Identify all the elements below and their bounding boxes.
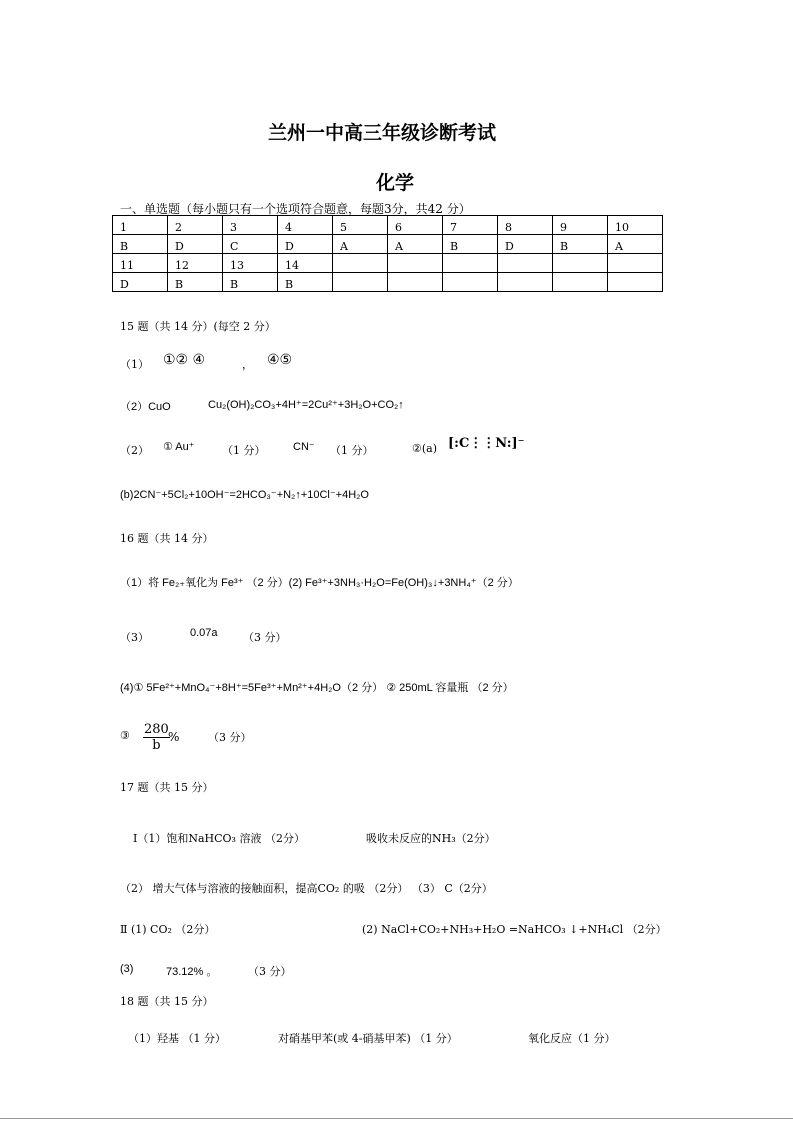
table-cell xyxy=(498,273,553,292)
q16-line2-score: （3 分） xyxy=(243,631,287,644)
table-cell xyxy=(498,254,553,273)
table-cell: 11 xyxy=(113,254,168,273)
q15-line2-equation: Cu₂(OH)₂CO₃+4H⁺=2Cu²⁺+3H₂O+CO₂↑ xyxy=(208,399,404,411)
table-cell: D xyxy=(278,235,333,254)
q18-header: 18 题（共 15 分） xyxy=(120,995,214,1008)
table-cell: D xyxy=(168,235,223,254)
table-cell xyxy=(388,254,443,273)
q15-line3-score2: （1 分） xyxy=(330,444,374,457)
q15-line3-au: ① Au⁺ xyxy=(163,441,195,453)
table-cell: D xyxy=(113,273,168,292)
cyanide-electron-formula: [:C⋮⋮N:]⁻ xyxy=(448,436,525,451)
q16-line1: （1）将 Fe₂₊氧化为 Fe³⁺ （2 分）(2) Fe³⁺+3NH₃·H₂O=Fe(OH)₃↓+3NH₄⁺（2 分） xyxy=(120,577,519,589)
table-cell: B xyxy=(443,235,498,254)
table-cell: B xyxy=(278,273,333,292)
table-cell: 1 xyxy=(113,216,168,235)
table-cell: 2 xyxy=(168,216,223,235)
q17-line3-right: (2) NaCl+CO₂+NH₃+H₂O =NaHCO₃ ↓+NH₄Cl （2分） xyxy=(362,923,667,936)
q17-line1-left: Ⅰ（1）饱和NaHCO₃ 溶液 （2分） xyxy=(133,832,305,845)
table-cell: 10 xyxy=(608,216,663,235)
q16-line4-score: （3 分） xyxy=(208,731,252,744)
table-cell: 14 xyxy=(278,254,333,273)
table-cell xyxy=(333,254,388,273)
table-cell: C xyxy=(223,235,278,254)
table-cell: 6 xyxy=(388,216,443,235)
q15-line4-equation: (b)2CN⁻+5Cl₂+10OH⁻=2HCO₃⁻+N₂↑+10Cl⁻+4H₂O xyxy=(120,489,369,501)
table-cell: A xyxy=(333,235,388,254)
table-cell: B xyxy=(553,235,608,254)
q15-line2-label: （2）CuO xyxy=(120,401,171,413)
table-cell: 13 xyxy=(223,254,278,273)
table-cell xyxy=(608,273,663,292)
q16-line2-value: 0.07a xyxy=(190,627,218,639)
table-cell: 3 xyxy=(223,216,278,235)
q17-line2: （2） 增大气体与溶液的接触面积，提高CO₂ 的吸 （2分） （3） C（2分） xyxy=(120,882,493,895)
table-cell xyxy=(553,273,608,292)
fraction-numerator: 280 xyxy=(144,722,169,737)
fraction-280-over-b xyxy=(143,722,170,753)
q17-line4-label: (3) xyxy=(120,963,134,975)
q16-line4-label: ③ xyxy=(120,729,130,742)
q16-line4-percent: % xyxy=(168,730,180,744)
table-row xyxy=(113,254,663,273)
table-cell xyxy=(443,254,498,273)
q18-line1-b: 对硝基甲苯(或 4-硝基甲苯) （1 分） xyxy=(278,1032,458,1045)
q18-line1-c: 氧化反应（1 分） xyxy=(528,1032,616,1045)
q15-line1-comma: ， xyxy=(242,358,253,371)
table-row xyxy=(113,273,663,292)
table-cell: B xyxy=(113,235,168,254)
q17-line4-score: （3 分） xyxy=(248,965,292,978)
table-cell xyxy=(333,273,388,292)
q15-line1-answer-a: ①② ④ xyxy=(163,352,206,368)
q16-line2-label: （3） xyxy=(120,631,149,644)
q17-line4-value: 73.12% 。 xyxy=(166,966,218,978)
q15-line3-part-a: ②(a) xyxy=(412,442,438,455)
q15-line3-cn: CN⁻ xyxy=(293,441,315,453)
q16-header: 16 题（共 14 分） xyxy=(120,532,214,545)
table-row xyxy=(113,235,663,254)
table-cell xyxy=(608,254,663,273)
table-row xyxy=(113,216,663,235)
table-cell: A xyxy=(388,235,443,254)
q15-line1-answer-b: ④⑤ xyxy=(267,352,293,368)
table-cell: B xyxy=(223,273,278,292)
subject-title: 化学 xyxy=(376,172,415,194)
q17-line3-left: Ⅱ (1) CO₂ （2分） xyxy=(120,923,216,936)
table-cell xyxy=(443,273,498,292)
q15-header: 15 题（共 14 分）(每空 2 分） xyxy=(120,320,276,333)
q15-line3-score1: （1 分） xyxy=(222,444,266,457)
table-cell: B xyxy=(168,273,223,292)
section1-heading: 一、单选题（每小题只有一个选项符合题意，每题3分，共42 分） xyxy=(120,202,471,216)
q17-line1-right: 吸收未反应的NH₃（2分） xyxy=(366,832,496,845)
q15-line1-label: （1） xyxy=(120,358,149,371)
table-cell: 7 xyxy=(443,216,498,235)
fraction-denominator: b xyxy=(152,738,161,753)
q17-header: 17 题（共 15 分） xyxy=(120,781,214,794)
answer-table xyxy=(112,215,663,292)
page-bottom-rule xyxy=(0,1118,793,1119)
table-cell: 5 xyxy=(333,216,388,235)
q16-line3: (4)① 5Fe²⁺+MnO₄⁻+8H⁺=5Fe³⁺+Mn²⁺+4H₂O（2 分） ② 250mL 容量瓶 （2 分） xyxy=(120,682,514,694)
q15-line3-label: （2） xyxy=(120,444,149,457)
q18-line1-a: （1）羟基 （1 分） xyxy=(128,1032,226,1045)
page-title: 兰州一中高三年级诊断考试 xyxy=(268,122,497,144)
table-cell xyxy=(388,273,443,292)
table-cell: A xyxy=(608,235,663,254)
table-cell: 12 xyxy=(168,254,223,273)
table-cell: D xyxy=(498,235,553,254)
table-cell xyxy=(553,254,608,273)
table-cell: 9 xyxy=(553,216,608,235)
table-cell: 8 xyxy=(498,216,553,235)
table-cell: 4 xyxy=(278,216,333,235)
